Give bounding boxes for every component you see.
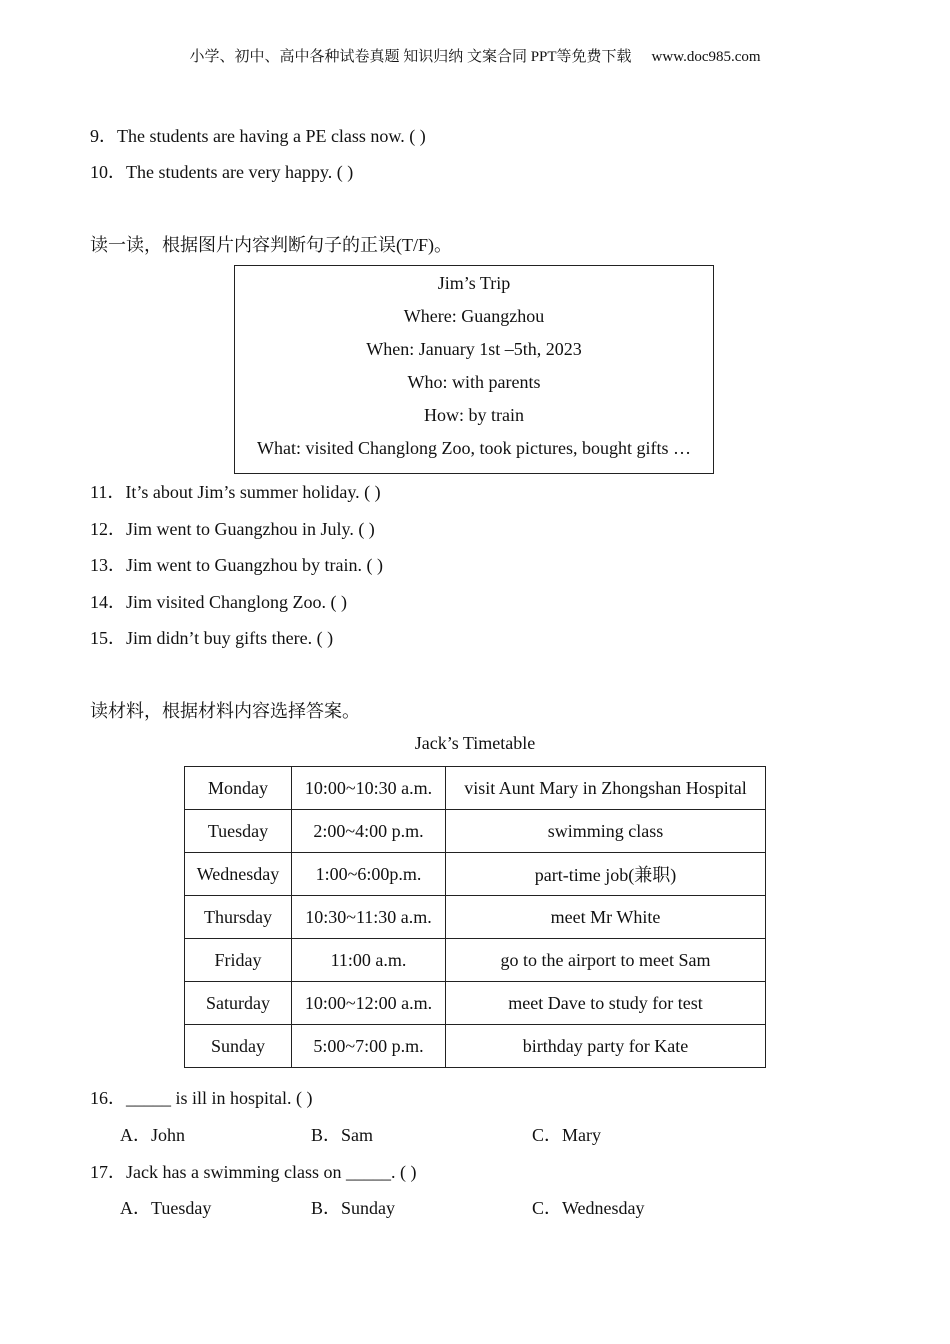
question-17: 17．Jack has a swimming class on _____. ( ) [90,1162,417,1182]
question-14: 14．Jim visited Changlong Zoo. ( ) [90,592,347,612]
day-cell: Wednesday [185,853,292,896]
table-row [185,896,766,939]
trip-info-box [234,265,714,474]
q17-option-a: A．Tuesday [120,1198,212,1218]
activity-cell: swimming class [446,810,766,853]
timetable-title: Jack’s Timetable [414,733,536,753]
time-cell: 11:00 a.m. [292,939,446,982]
q16-option-a: A．John [120,1125,186,1145]
page-header [0,45,950,66]
question-16: 16．_____ is ill in hospital. ( ) [90,1088,313,1108]
trip-what: What: visited Changlong Zoo, took pictures, bought gifts … [257,438,691,458]
table-row [185,1025,766,1068]
timetable [184,766,766,1068]
question-10: 10．The students are very happy. ( ) [90,162,354,182]
activity-cell: visit Aunt Mary in Zhongshan Hospital [446,767,766,810]
time-cell: 10:00~10:30 a.m. [292,767,446,810]
question-12: 12．Jim went to Guangzhou in July. ( ) [90,519,375,539]
header-site: www.doc985.com [651,49,761,65]
day-cell: Monday [185,767,292,810]
trip-title: Jim’s Trip [437,273,511,293]
q17-option-b: B．Sunday [311,1198,396,1218]
header-text: 小学、初中、高中各种试卷真题 知识归纳 文案合同 PPT等免费下载 [189,49,632,65]
day-cell: Tuesday [185,810,292,853]
day-cell: Thursday [185,896,292,939]
table-row [185,853,766,896]
day-cell: Friday [185,939,292,982]
activity-cell: meet Mr White [446,896,766,939]
activity-cell: meet Dave to study for test [446,982,766,1025]
question-11: 11．It’s about Jim’s summer holiday. ( ) [90,482,381,502]
question-13: 13．Jim went to Guangzhou by train. ( ) [90,555,383,575]
time-cell: 10:00~12:00 a.m. [292,982,446,1025]
table-row [185,939,766,982]
time-cell: 2:00~4:00 p.m. [292,810,446,853]
time-cell: 10:30~11:30 a.m. [292,896,446,939]
table-row [185,982,766,1025]
trip-who: Who: with parents [407,372,541,392]
activity-cell: go to the airport to meet Sam [446,939,766,982]
day-cell: Sunday [185,1025,292,1068]
table-row [185,767,766,810]
table-row [185,810,766,853]
time-cell: 1:00~6:00p.m. [292,853,446,896]
section-title-reading: 读材料，根据材料内容选择答案。 [90,701,360,721]
q16-option-b: B．Sam [311,1125,374,1145]
question-9: 9．The students are having a PE class now. ( ) [90,126,426,146]
activity-cell: part-time job(兼职) [446,853,766,896]
section-title-true-false: 读一读，根据图片内容判断句子的正误(T/F)。 [90,235,452,255]
q17-option-c: C．Wednesday [532,1198,645,1218]
time-cell: 5:00~7:00 p.m. [292,1025,446,1068]
trip-where: Where: Guangzhou [403,306,545,326]
q16-option-c: C．Mary [532,1125,601,1145]
trip-how: How: by train [424,405,524,425]
question-15: 15．Jim didn’t buy gifts there. ( ) [90,628,334,648]
activity-cell: birthday party for Kate [446,1025,766,1068]
trip-when: When: January 1st –5th, 2023 [366,339,582,359]
day-cell: Saturday [185,982,292,1025]
